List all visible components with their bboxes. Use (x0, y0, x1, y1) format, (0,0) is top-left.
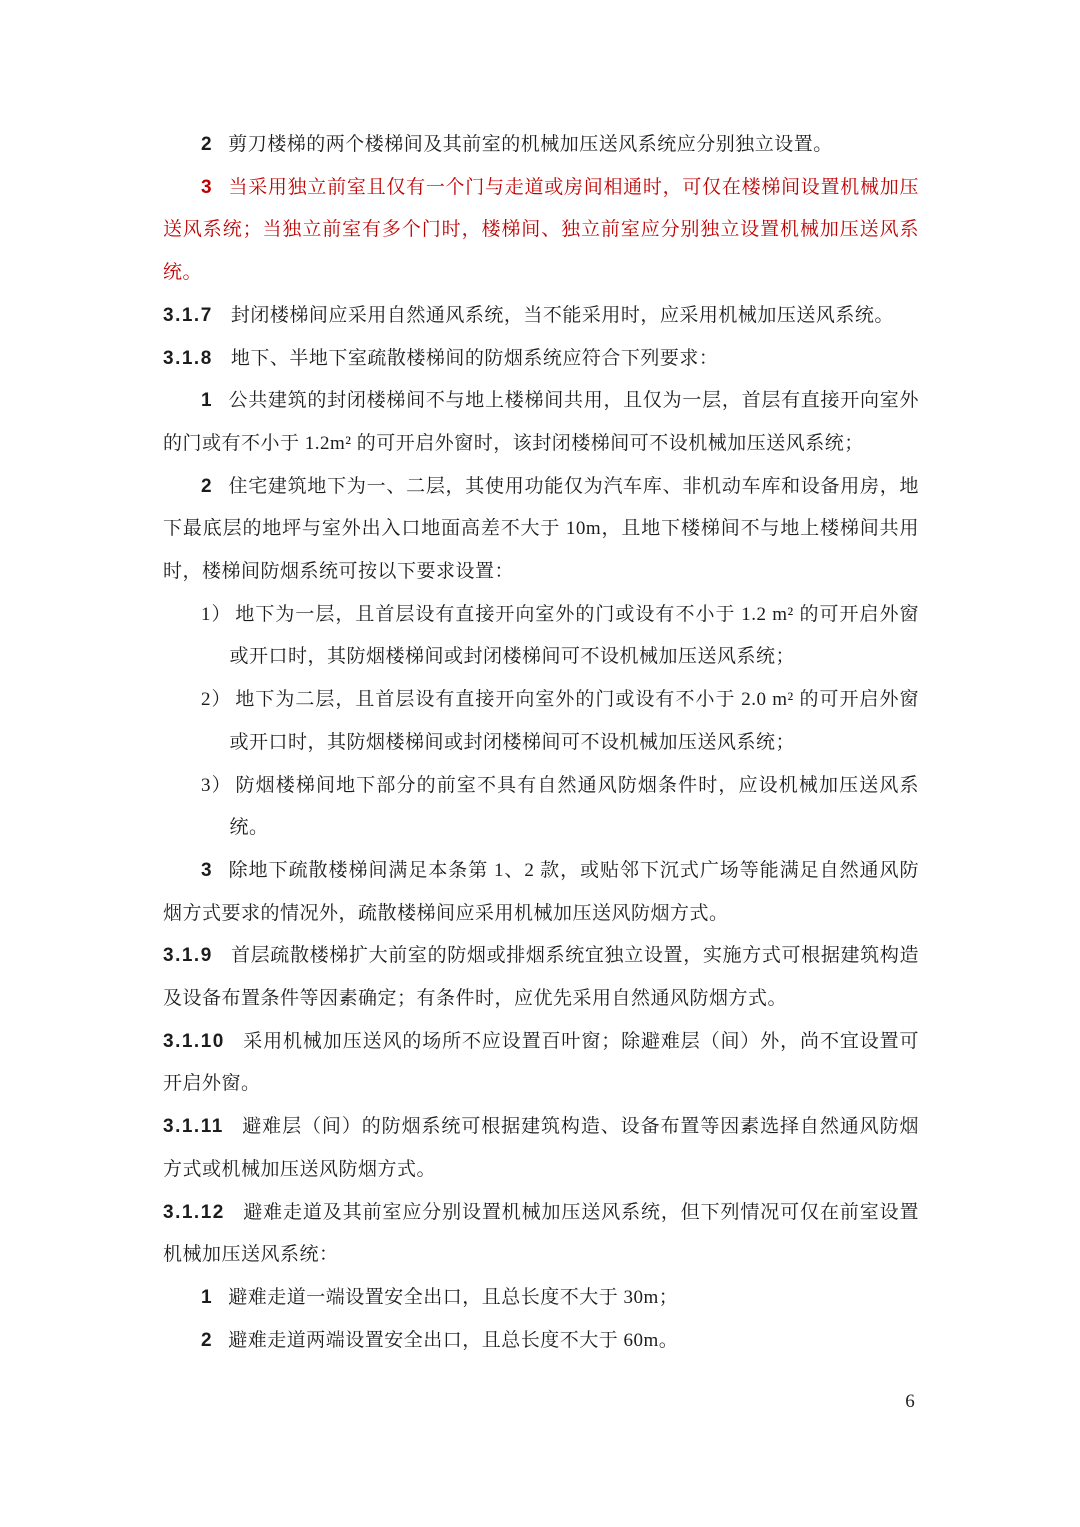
clause-number: 3.1.7 (163, 304, 213, 326)
page-number: 6 (905, 1391, 915, 1412)
list-item (163, 1320, 919, 1363)
list-item (163, 466, 919, 594)
clause-number: 3.1.10 (163, 1030, 225, 1052)
clause-number: 1） (201, 603, 232, 625)
list-item (163, 380, 919, 465)
clause-number: 1 (201, 1286, 213, 1308)
clause-text: 地下为一层，且首层设有直接开向室外的门或设有不小于 1.2 m² 的可开启外窗或开口时，其防烟楼梯间或封闭楼梯间可不设机械加压送风系统； (229, 603, 919, 668)
clause-text: 首层疏散楼梯扩大前室的防烟或排烟系统宜独立设置，实施方式可根据建筑构造及设备布置条件等因素确定；有条件时，应优先采用自然通风防烟方式。 (163, 945, 919, 1010)
clause-paragraph (163, 1021, 919, 1106)
list-item (163, 1277, 919, 1320)
clause-paragraph (163, 1192, 919, 1277)
clause-number: 1 (201, 390, 213, 412)
clause-text: 住宅建筑地下为一、二层，其使用功能仅为汽车库、非机动车库和设备用房，地下最底层的地坪与室外出入口地面高差不大于 10m，且地下楼梯间不与地上楼梯间共用时，楼梯间防烟系统可按以下要求设置： (163, 475, 919, 583)
clause-number: 3.1.8 (163, 347, 213, 369)
list-item (163, 594, 919, 679)
clause-text: 避难走道两端设置安全出口，且总长度不大于 60m。 (228, 1329, 679, 1351)
clause-paragraph (163, 338, 919, 381)
clause-number: 2 (201, 134, 213, 155)
clause-text: 地下为二层，且首层设有直接开向室外的门或设有不小于 2.0 m² 的可开启外窗或开口时，其防烟楼梯间或封闭楼梯间可不设机械加压送风系统； (229, 689, 919, 753)
page-body (163, 124, 919, 1362)
clause-number: 3.1.9 (163, 945, 213, 967)
clause-text: 当采用独立前室且仅有一个门与走道或房间相通时，可仅在楼梯间设置机械加压送风系统；当独立前室有多个门时，楼梯间、独立前室应分别独立设置机械加压送风系统。 (163, 176, 919, 284)
clause-number: 2 (201, 475, 213, 497)
list-item (163, 850, 919, 935)
clause-text: 地下、半地下室疏散楼梯间的防烟系统应符合下列要求： (230, 347, 719, 369)
list-item (163, 124, 919, 167)
clause-text: 公共建筑的封闭楼梯间不与地上楼梯间共用，且仅为一层，首层有直接开向室外的门或有不小于 1.2m² 的可开启外窗时，该封闭楼梯间可不设机械加压送风系统； (163, 390, 919, 454)
clause-text: 避难层（间）的防烟系统可根据建筑构造、设备布置等因素选择自然通风防烟方式或机械加压送风防烟方式。 (163, 1116, 919, 1180)
clause-number: 3 (201, 859, 213, 881)
list-item (163, 679, 919, 764)
clause-paragraph (163, 295, 919, 338)
clause-number: 3.1.12 (163, 1201, 225, 1223)
clause-text: 防烟楼梯间地下部分的前室不具有自然通风防烟条件时，应设机械加压送风系统。 (229, 774, 919, 839)
clause-text: 除地下疏散楼梯间满足本条第 1、2 款，或贴邻下沉式广场等能满足自然通风防烟方式要求的情况外，疏散楼梯间应采用机械加压送风防烟方式。 (163, 859, 919, 924)
clause-text: 采用机械加压送风的场所不应设置百叶窗；除避难层（间）外，尚不宜设置可开启外窗。 (163, 1030, 919, 1095)
clause-number: 3） (201, 774, 232, 796)
clause-text: 剪刀楼梯的两个楼梯间及其前室的机械加压送风系统应分别独立设置。 (228, 134, 833, 155)
clause-number: 2） (201, 689, 232, 711)
clause-text: 避难走道及其前室应分别设置机械加压送风系统，但下列情况可仅在前室设置机械加压送风系统： (163, 1201, 919, 1266)
list-item (163, 167, 919, 295)
clause-text: 封闭楼梯间应采用自然通风系统，当不能采用时，应采用机械加压送风系统。 (230, 304, 894, 326)
clause-number: 3 (201, 176, 213, 198)
clause-paragraph (163, 935, 919, 1020)
clause-number: 2 (201, 1329, 213, 1351)
list-item (163, 765, 919, 850)
clause-paragraph (163, 1106, 919, 1191)
clause-number: 3.1.11 (163, 1116, 224, 1138)
clause-text: 避难走道一端设置安全出口，且总长度不大于 30m； (228, 1286, 679, 1308)
